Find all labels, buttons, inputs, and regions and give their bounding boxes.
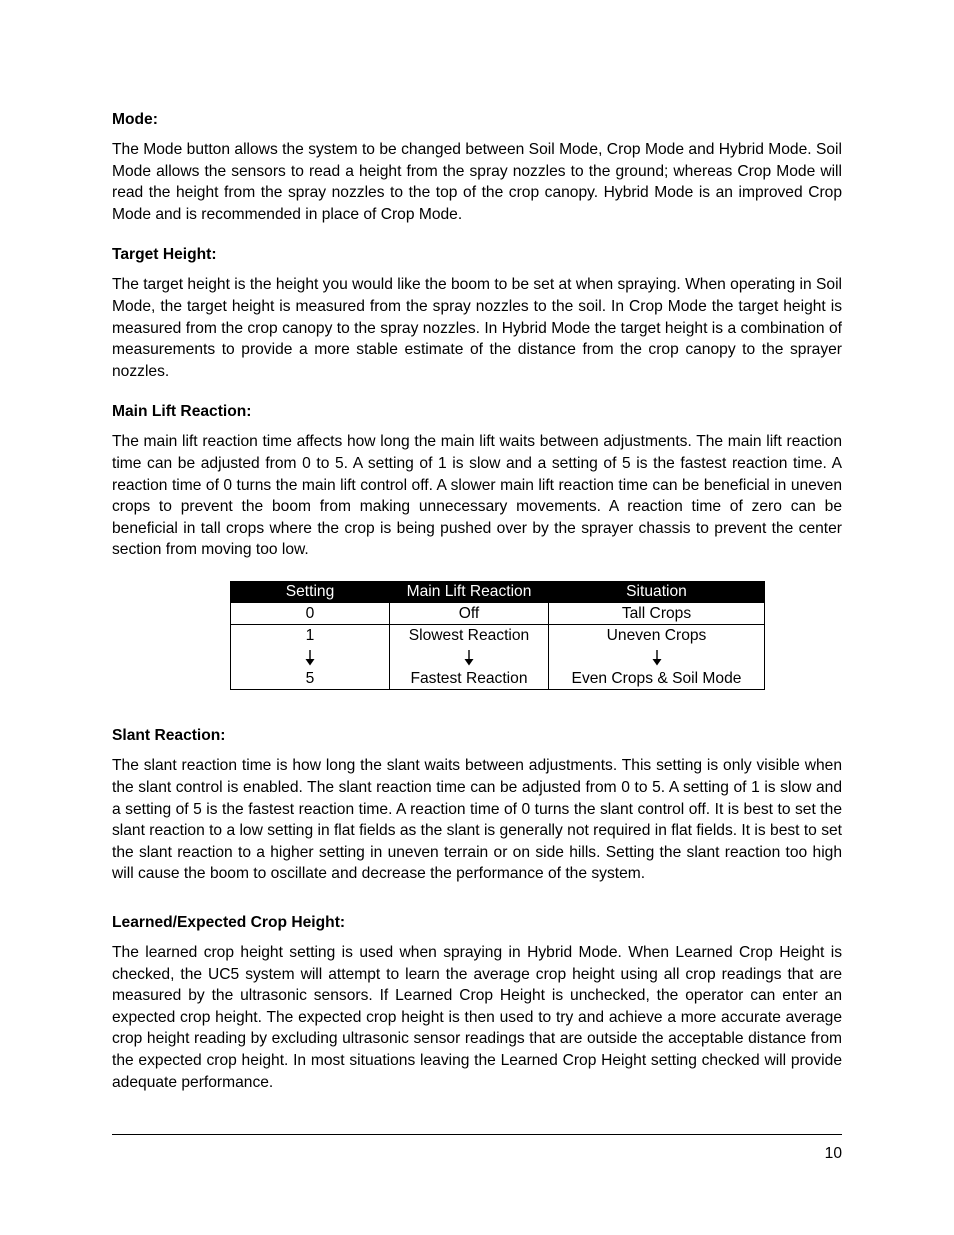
section-paragraph: The target height is the height you would like the boom to be set at when spraying. When operating in Soil Mode, the target height is measured from the spray nozzles to the soil. In Crop Mode the target height is measured from the crop canopy to the spray nozzles. In Hybrid Mode the target height is a combination of measurements to provide a more stable estimate of the distance from the crop canopy to the sprayer nozzles. [112, 276, 842, 380]
main-lift-table [230, 581, 765, 691]
section-heading: Target Height: [112, 246, 217, 264]
table-header-cell: Main Lift Reaction [390, 581, 549, 603]
section-paragraph: The learned crop height setting is used when spraying in Hybrid Mode. When Learned Crop Height is checked, the UC5 system will attempt to learn the average crop height using all crop readings that are measured by the ultrasonic sensors. If Learned Crop Height is unchecked, the operator can enter an expected crop height. The expected crop height is then used to try and achieve a more accurate average crop height reading by excluding ultrasonic sensor readings that are outside the acceptable distance from the expected crop height. In most situations leaving the Learned Crop Height setting checked will provide adequate performance. [112, 943, 842, 1091]
cell-bottom-value: 5 [305, 669, 315, 687]
section-target-height [112, 244, 842, 382]
footer-divider [112, 1134, 842, 1135]
table-header-cell: Situation [549, 581, 765, 603]
section-heading: Learned/Expected Crop Height: [112, 913, 346, 931]
section-heading: Mode: [112, 111, 158, 128]
section-learned-crop-height [112, 912, 842, 1093]
section-heading: Main Lift Reaction: [112, 403, 252, 421]
table-header-cell: Setting [231, 581, 390, 603]
cell-bottom-value: Even Crops & Soil Mode [571, 669, 742, 687]
down-arrow-icon [231, 647, 389, 668]
cell-top-value: 1 [305, 627, 315, 645]
table-header-row [231, 581, 765, 603]
table-cell [390, 625, 549, 690]
page-number: 10 [824, 1145, 842, 1162]
table-cell [231, 625, 390, 690]
table-row [231, 625, 765, 690]
section-main-lift-reaction [112, 401, 842, 690]
section-slant-reaction [112, 725, 842, 885]
table-row [231, 602, 765, 625]
down-arrow-icon [390, 647, 548, 668]
table-cell: Tall Crops [549, 602, 765, 625]
table-cell [549, 625, 765, 690]
document-body [112, 109, 842, 1112]
section-paragraph: The Mode button allows the system to be changed between Soil Mode, Crop Mode and Hybrid Mode. Soil Mode allows the sensors to read a height from the spray nozzles to the ground; whereas Crop Mode will read the height from the spray nozzles to the top of the crop canopy. Hybrid Mode is an improved Crop Mode and is recommended in place of Crop Mode. [112, 141, 842, 223]
section-paragraph: The main lift reaction time affects how long the main lift waits between adjustments. The main lift reaction time can be adjusted from 0 to 5. A setting of 1 is slow and a setting of 5 is the fastest reaction time. A reaction time of 0 turns the main lift control off. A slower main lift reaction time can be beneficial in uneven crops to prevent the boom from making unnecessary movements. A reaction time of zero can be beneficial in tall crops where the crop is being pushed over by the sprayer chassis to prevent the center section from moving too low. [112, 433, 842, 559]
table-cell: 0 [231, 602, 390, 625]
cell-top-value: Uneven Crops [606, 627, 707, 645]
table-cell: Off [390, 602, 549, 625]
cell-top-value: Slowest Reaction [408, 627, 530, 645]
section-mode [112, 109, 842, 225]
section-heading: Slant Reaction: [112, 727, 226, 745]
cell-bottom-value: Fastest Reaction [410, 669, 528, 687]
section-paragraph: The slant reaction time is how long the slant waits between adjustments. This setting is only visible when the slant control is enabled. The slant reaction time can be adjusted from 0 to 5. A setting of 1 is slow and a setting of 5 is the fastest reaction time. A reaction time of 0 turns the slant control off. It is best to set the slant reaction to a low setting in flat fields as the slant is generally not required in flat fields. It is best to set the slant reaction to a higher setting in uneven terrain or on side hills. Setting the slant reaction too high will cause the boom to oscillate and decrease the performance of the system. [112, 757, 842, 883]
down-arrow-icon [549, 647, 764, 668]
